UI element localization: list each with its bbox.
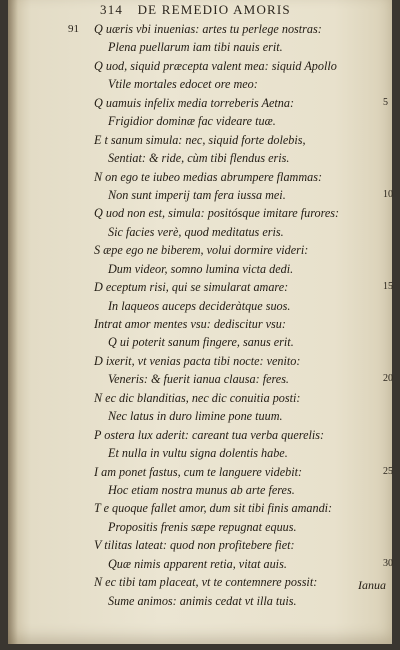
verse-line bbox=[8, 38, 392, 56]
verse-text: E t sanum simula: nec, siquid forte dolebis, bbox=[94, 132, 306, 147]
book-page bbox=[8, 0, 392, 644]
verse-line bbox=[8, 518, 392, 536]
verse-text: N on ego te iubeo medias abrumpere flammas: bbox=[94, 169, 323, 184]
verse-line bbox=[8, 333, 392, 351]
verse-text: Hoc etiam nostra munus ab arte feres. bbox=[108, 482, 295, 497]
verse-line bbox=[8, 573, 392, 591]
verse-line bbox=[8, 463, 392, 481]
line-count-marker: 20 bbox=[383, 373, 393, 385]
verse-text: Nec latus in duro limine pone tuum. bbox=[108, 409, 283, 424]
verse-text: N ec dic blanditias, nec dic conuitia posti: bbox=[94, 390, 301, 405]
line-count-marker: 10 bbox=[383, 188, 393, 200]
verse-text: In laqueos auceps decideràtque suos. bbox=[108, 298, 291, 313]
verse-line bbox=[8, 20, 392, 38]
verse-text: Q uamuis infelix media torreberis Aetna: bbox=[94, 95, 295, 110]
verse-line bbox=[8, 481, 392, 499]
line-count-marker: 30 bbox=[383, 557, 393, 569]
verse-text: Q uod non est, simula: positósque imitare furores: bbox=[94, 206, 340, 221]
verse-line bbox=[8, 555, 392, 573]
verse-line bbox=[8, 499, 392, 517]
left-margin-number: 91 bbox=[68, 23, 79, 35]
verse-line bbox=[8, 315, 392, 333]
verse-line bbox=[8, 241, 392, 259]
verse-line bbox=[8, 592, 392, 610]
verse-text: Frigidior dominæ fac videare tuæ. bbox=[108, 114, 276, 129]
verse-line bbox=[8, 94, 392, 112]
catchword: Ianua bbox=[358, 578, 386, 592]
verse-text: V tilitas lateat: quod non profitebere fiet: bbox=[94, 538, 295, 553]
verse-line bbox=[8, 186, 392, 204]
verse-text: Sentiat: & ride, cùm tibi flendus eris. bbox=[108, 151, 290, 166]
verse-line bbox=[8, 444, 392, 462]
page-number: 314 bbox=[100, 2, 124, 17]
verse-text: N ec tibi tam placeat, vt te contemnere possit: bbox=[94, 575, 318, 590]
verse-text: Vtile mortales edocet ore meo: bbox=[108, 77, 258, 92]
verse-text: Q ui poterit sanum fingere, sanus erit. bbox=[108, 335, 294, 350]
verse-text: Non sunt imperij tam fera iussa mei. bbox=[108, 187, 286, 202]
verse-text: Sume animos: animis cedat vt illa tuis. bbox=[108, 593, 297, 608]
verse-line bbox=[8, 352, 392, 370]
verse-line bbox=[8, 223, 392, 241]
verse-text: P ostera lux aderit: careant tua verba querelis: bbox=[94, 427, 325, 442]
verse-line bbox=[8, 131, 392, 149]
verse-line bbox=[8, 75, 392, 93]
verse-line bbox=[8, 204, 392, 222]
verse-text: Veneris: & fuerit ianua clausa: feres. bbox=[108, 372, 289, 387]
verse-line bbox=[8, 149, 392, 167]
verse-text: Dum videor, somno lumina victa dedi. bbox=[108, 261, 294, 276]
verse-line bbox=[8, 426, 392, 444]
verse-text: D eceptum risi, qui se simularat amare: bbox=[94, 280, 289, 295]
verse-line bbox=[8, 57, 392, 75]
line-count-marker: 25 bbox=[383, 465, 393, 477]
verse-line bbox=[8, 389, 392, 407]
verse-line bbox=[8, 278, 392, 296]
running-title: DE REMEDIO AMORIS bbox=[137, 2, 291, 17]
line-count-marker: 5 bbox=[383, 96, 388, 108]
verse-line bbox=[8, 168, 392, 186]
verse-line bbox=[8, 407, 392, 425]
verse-text: Q uæris vbi inuenias: artes tu perlege nostras: bbox=[94, 22, 322, 36]
verse-text: Et nulla in vultu signa dolentis habe. bbox=[108, 446, 288, 461]
verse-text: Quæ nimis apparent retia, vitat auis. bbox=[108, 556, 287, 571]
verse-text: S æpe ego ne biberem, volui dormire videri: bbox=[94, 243, 309, 258]
verse-text: Plena puellarum iam tibi nauis erit. bbox=[108, 40, 283, 55]
verse-text: Q uod, siquid præcepta valent mea: siquid Apollo bbox=[94, 58, 337, 73]
verse-text: Sic facies verè, quod meditatus eris. bbox=[108, 224, 284, 239]
verse-line bbox=[8, 536, 392, 554]
verse-text: T e quoque fallet amor, dum sit tibi finis amandi: bbox=[94, 501, 333, 516]
verse-line bbox=[8, 297, 392, 315]
verse-text: Intrat amor mentes vsu: dediscitur vsu: bbox=[94, 317, 286, 331]
verse-block bbox=[8, 20, 392, 610]
verse-text: D ixerit, vt venias pacta tibi nocte: venito: bbox=[94, 353, 301, 368]
verse-line bbox=[8, 260, 392, 278]
verse-line bbox=[8, 112, 392, 130]
page-header bbox=[100, 2, 400, 18]
verse-line bbox=[8, 370, 392, 388]
line-count-marker: 15 bbox=[383, 281, 393, 293]
verse-text: Propositis frenis sæpe repugnat equus. bbox=[108, 519, 297, 534]
verse-text: I am ponet fastus, cum te languere videbit: bbox=[94, 464, 303, 479]
